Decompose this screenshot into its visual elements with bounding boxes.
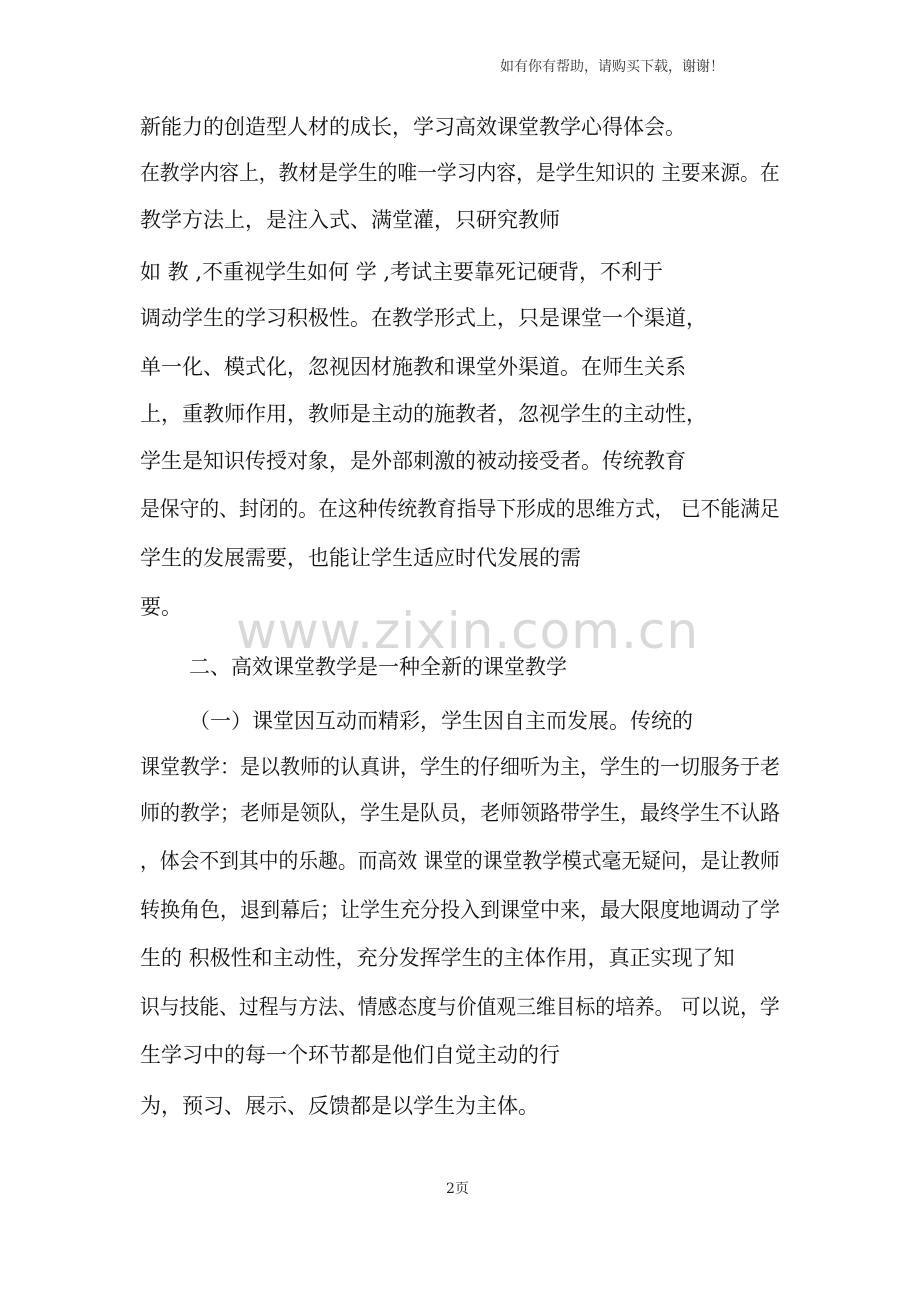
subsection-line-5: 生的 积极性和主动性，充分发挥学生的主体作用，真正实现了知 bbox=[140, 946, 735, 970]
subsection-line-7: 生学习中的每一个环节都是他们自觉主动的行 bbox=[140, 1043, 560, 1067]
body-line-4: 如 教 ,不重视学生如何 学 ,考试主要靠死记硬背，不利于 bbox=[140, 260, 664, 284]
body-line-10: 学生的发展需要，也能让学生适应时代发展的需 bbox=[140, 546, 581, 570]
body-line-3: 教学方法上，是注入式、满堂灌，只研究教师 bbox=[140, 208, 560, 232]
subsection-line-6: 识与技能、过程与方法、情感态度与价值观三维目标的培养。 可以说，学 bbox=[140, 995, 780, 1019]
body-line-11: 要。 bbox=[140, 595, 182, 619]
body-line-7: 上，重教师作用，教师是主动的施教者，忽视学生的主动性， bbox=[140, 402, 707, 426]
section-heading: 二、高效课堂教学是一种全新的课堂教学 bbox=[189, 655, 567, 679]
body-line-5: 调动学生的学习积极性。在教学形式上，只是课堂一个渠道， bbox=[140, 306, 707, 330]
body-line-8: 学生是知识传授对象，是外部刺激的被动接受者。传统教育 bbox=[140, 449, 686, 473]
body-line-1: 新能力的创造型人材的成长，学习高效课堂教学心得体会。 bbox=[140, 115, 686, 139]
subsection-first-line: （一）课堂因互动而精彩，学生因自主而发展。传统的 bbox=[189, 709, 693, 733]
header-note: 如有你有帮助，请购买下载，谢谢！ bbox=[500, 59, 724, 75]
body-line-6: 单一化、模式化，忽视因材施教和课堂外渠道。在师生关系 bbox=[140, 355, 686, 379]
body-line-2: 在教学内容上，教材是学生的唯一学习内容，是学生知识的 主要来源。在 bbox=[140, 161, 780, 185]
subsection-line-2: 师的教学；老师是领队，学生是队员，老师领路带学生，最终学生不认路 bbox=[140, 801, 781, 825]
page-number: 2页 bbox=[446, 1181, 469, 1197]
body-line-9: 是保守的、封闭的。在这种传统教育指导下形成的思维方式， 已不能满足 bbox=[140, 497, 780, 521]
subsection-line-8: 为，预习、展示、反馈都是以学生为主体。 bbox=[140, 1094, 539, 1118]
subsection-line-3: ，体会不到其中的乐趣。而高效 课堂的课堂教学模式毫无疑问，是让教师 bbox=[140, 849, 780, 873]
watermark: www.zixin.com.cn bbox=[236, 602, 700, 660]
subsection-line-4: 转换角色，退到幕后；让学生充分投入到课堂中来，最大限度地调动了学 bbox=[140, 898, 781, 922]
subsection-line-1: 课堂教学：是以教师的认真讲，学生的仔细听为主，学生的一切服务于老 bbox=[140, 755, 781, 779]
